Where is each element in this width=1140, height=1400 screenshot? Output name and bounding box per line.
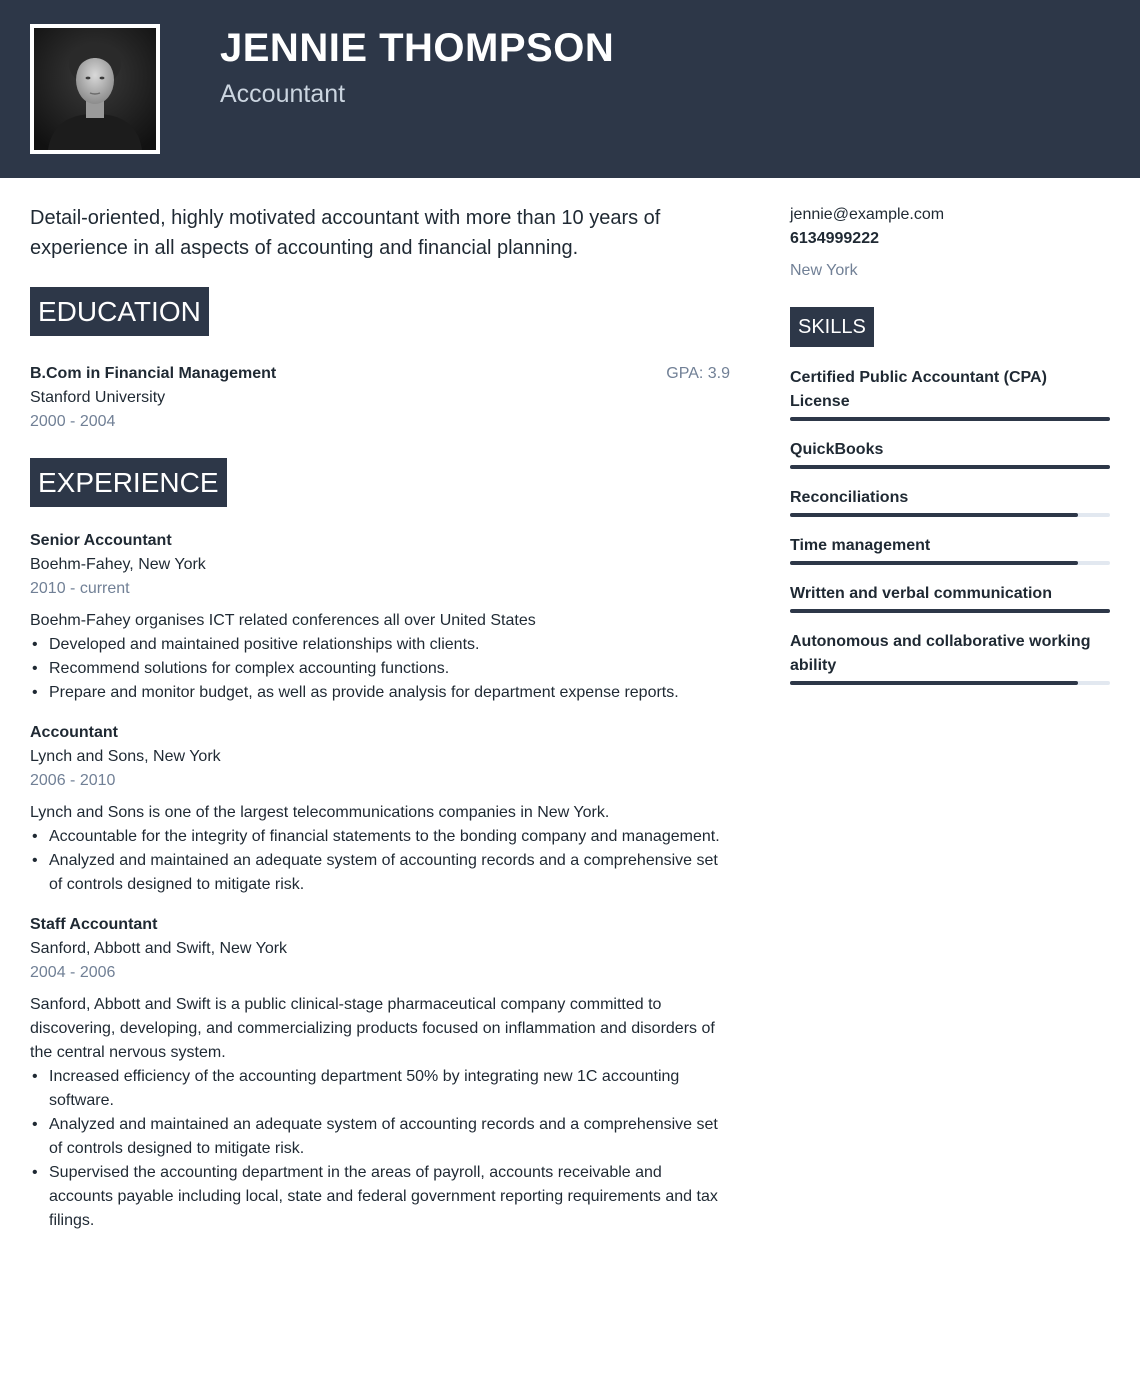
resume-header xyxy=(0,0,1140,178)
job-dates: 2010 - current xyxy=(30,580,130,597)
sidebar-column xyxy=(790,203,1110,702)
skills-heading: SKILLS xyxy=(790,307,874,347)
education-dates: 2000 - 2004 xyxy=(30,413,116,430)
contact-city: New York xyxy=(790,262,858,279)
job-bullet: • Prepare and monitor budget, as well as provide analysis for department expense reports. xyxy=(30,681,730,705)
skill-name: QuickBooks xyxy=(790,441,884,458)
skill-level-bar xyxy=(790,609,1110,613)
gpa-value: GPA: 3.9 xyxy=(666,365,730,382)
job-company: Boehm-Fahey, New York xyxy=(30,556,206,573)
school-name: Stanford University xyxy=(30,389,166,406)
job-company: Sanford, Abbott and Swift, New York xyxy=(30,940,288,957)
skill-name: Certified Public Accountant (CPA) License xyxy=(790,369,1047,410)
education-heading: EDUCATION xyxy=(30,287,209,336)
degree-title: B.Com in Financial Management xyxy=(30,365,277,382)
job-bullets xyxy=(30,825,730,897)
job-bullet: • Developed and maintained positive relationships with clients. xyxy=(30,633,730,657)
job-description: Sanford, Abbott and Swift is a public clinical-stage pharmaceutical company committed to discovering, developing, and commercializing products focused on inflammation and disorders of the central nervous system. xyxy=(30,996,715,1061)
portrait-photo-icon xyxy=(34,28,156,150)
job-bullet: • Recommend solutions for complex accounting functions. xyxy=(30,657,730,681)
job-bullets xyxy=(30,633,730,705)
skill-item xyxy=(790,438,1110,469)
job-bullet: • Supervised the accounting department in the areas of payroll, accounts receivable and accounts payable including local, state and federal government reporting requirements and tax filings. xyxy=(30,1161,730,1233)
skill-level-fill xyxy=(790,609,1110,613)
candidate-role: Accountant xyxy=(220,80,346,108)
job-bullet: • Analyzed and maintained an adequate system of accounting records and a comprehensive set of controls designed to mitigate risk. xyxy=(30,1113,730,1161)
experience-heading: EXPERIENCE xyxy=(30,458,227,507)
skill-level-bar xyxy=(790,681,1110,685)
skill-name: Time management xyxy=(790,537,931,554)
job-entry xyxy=(30,529,730,705)
skill-level-bar xyxy=(790,513,1110,517)
job-bullet: • Analyzed and maintained an adequate system of accounting records and a comprehensive set of controls designed to mitigate risk. xyxy=(30,849,730,897)
contact-email[interactable]: jennie@example.com xyxy=(790,206,945,223)
skill-item xyxy=(790,486,1110,517)
skill-level-fill xyxy=(790,465,1110,469)
job-dates: 2004 - 2006 xyxy=(30,964,116,981)
skill-level-fill xyxy=(790,417,1110,421)
job-description: Boehm-Fahey organises ICT related conferences all over United States xyxy=(30,612,536,629)
contact-phone[interactable]: 6134999222 xyxy=(790,230,879,247)
candidate-name: JENNIE THOMPSON xyxy=(220,26,615,70)
skill-level-bar xyxy=(790,465,1110,469)
job-title: Senior Accountant xyxy=(30,532,172,549)
job-bullet: • Accountable for the integrity of financial statements to the bonding company and management. xyxy=(30,825,730,849)
profile-photo xyxy=(30,24,160,154)
job-title: Accountant xyxy=(30,724,118,741)
profile-summary: Detail-oriented, highly motivated accountant with more than 10 years of experience in all aspects of accounting and financial planning. xyxy=(30,207,661,259)
job-entry xyxy=(30,721,730,897)
job-description: Lynch and Sons is one of the largest telecommunications companies in New York. xyxy=(30,804,610,821)
skill-level-fill xyxy=(790,681,1078,685)
skills-list xyxy=(790,366,1110,685)
job-company: Lynch and Sons, New York xyxy=(30,748,221,765)
skill-name: Reconciliations xyxy=(790,489,909,506)
job-bullet: • Increased efficiency of the accounting department 50% by integrating new 1C accounting software. xyxy=(30,1065,730,1113)
skill-item xyxy=(790,630,1110,685)
job-bullets xyxy=(30,1065,730,1233)
education-entry xyxy=(30,362,730,434)
skill-level-fill xyxy=(790,513,1078,517)
skill-item xyxy=(790,366,1110,421)
skill-level-bar xyxy=(790,561,1110,565)
skill-level-bar xyxy=(790,417,1110,421)
skill-item xyxy=(790,582,1110,613)
job-title: Staff Accountant xyxy=(30,916,158,933)
skill-item xyxy=(790,534,1110,565)
skill-name: Written and verbal communication xyxy=(790,585,1052,602)
job-dates: 2006 - 2010 xyxy=(30,772,116,789)
job-entry xyxy=(30,913,730,1233)
skill-name: Autonomous and collaborative working ability xyxy=(790,633,1091,674)
skill-level-fill xyxy=(790,561,1078,565)
main-column xyxy=(30,203,730,1233)
